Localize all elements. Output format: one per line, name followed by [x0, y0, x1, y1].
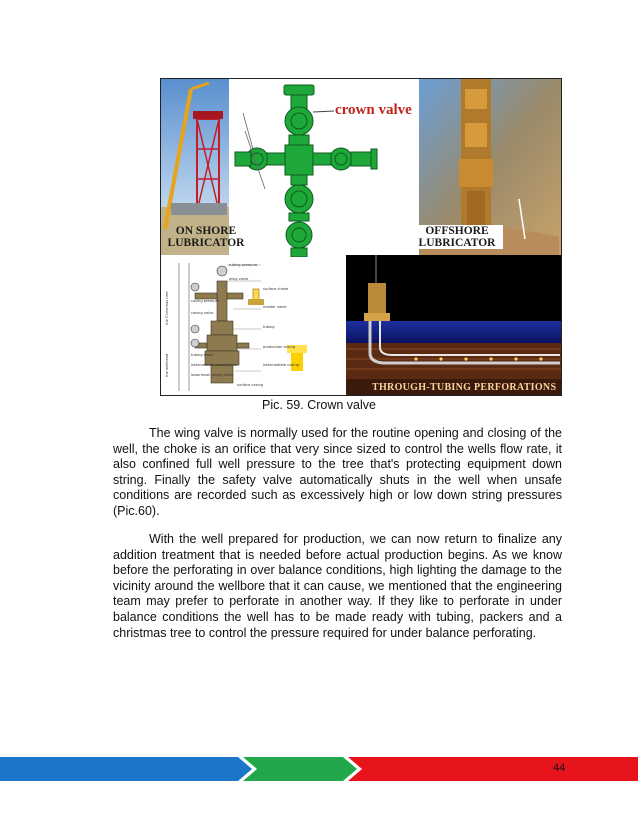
body-paragraph-2 — [113, 532, 562, 641]
footer-arrow-band — [0, 754, 638, 784]
page-number: 44 — [553, 762, 566, 774]
diagram-label-lowermost-casing-head: lowermost casing head — [191, 373, 233, 377]
perforation-illustration — [346, 255, 562, 396]
diagram-label-casing-valve: casing valve — [191, 311, 214, 315]
diagram-label-surface-choke: surface choke — [263, 287, 289, 291]
wellhead-schematic — [165, 259, 349, 395]
diagram-label-casing-pressure: casing pressure — [191, 299, 220, 303]
diagram-label-production-casing: production casing — [263, 345, 296, 349]
footer-green-segment — [243, 757, 357, 781]
through-tubing-perforations-panel — [346, 255, 562, 396]
body-paragraph-1 — [113, 426, 562, 520]
offshore-lubricator-label: OFFSHORE LUBRICATOR — [411, 225, 503, 249]
diagram-label-tubing: tubing — [263, 325, 275, 329]
diagram-label-intermediate-casing: intermediate casing — [263, 363, 299, 367]
paragraph-2-text: With the well prepared for production, we can now return to finalize any addition treatment that is needed before actual production begins. As we know before the perforating in over balance conditions, high lighting the damage to the vicinity around the wellbore that it can cause, we mentioned that the engineering team may prefer to perforate in another way. If they like to perforate in under balance conditions the well has to be made ready with tubing, packers and a christmas tree to control the pressure required for under balance perforating. — [113, 532, 562, 640]
footer-red-segment — [348, 757, 638, 781]
diagram-label-surface-casing: surface casing — [237, 383, 264, 387]
diagram-label-wing-valve: wing valve — [229, 277, 249, 281]
diagram-label-tubing-head: tubing head — [191, 353, 213, 357]
diagram-label-christmas-tree: the Christmas tree — [165, 291, 169, 325]
diagram-label-master-valve: master valve — [263, 305, 287, 309]
footer-blue-segment — [0, 757, 252, 781]
diagram-label-tubing-pressure: tubing pressure — [229, 263, 258, 267]
crown-valve-label: crown valve — [335, 102, 412, 118]
diagram-label-intermediate-casing-head: intermediate casing head — [191, 363, 237, 367]
figure-caption: Pic. 59. Crown valve — [262, 398, 376, 412]
diagram-label-wellhead: the wellhead — [165, 353, 169, 377]
figure-crown-valve — [160, 78, 562, 396]
onshore-lubricator-label: ON SHORE LUBRICATOR — [167, 225, 245, 249]
paragraph-1-text: The wing valve is normally used for the routine opening and closing of the well, the choke is an orifice that very since sized to control the wells flow rate, it also confined full well pressure to the tree that's protecting equipment down string. Finally the safety valve automatically shuts in the well when unsafe conditions are recorded such as excessively high or low down string pressures (Pic.60). — [113, 426, 562, 518]
through-tubing-perforations-label: THROUGH-TUBING PERFORATIONS — [372, 382, 557, 393]
